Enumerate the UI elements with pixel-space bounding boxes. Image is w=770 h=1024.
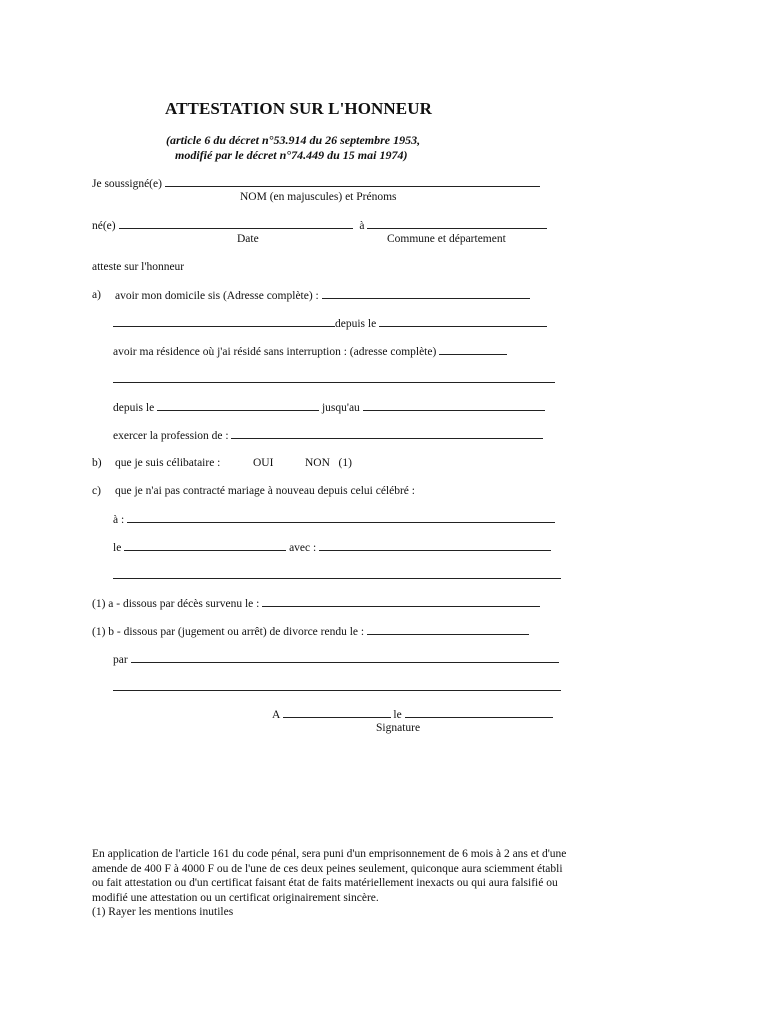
residence-field[interactable]: [439, 345, 507, 355]
domicile-row: [115, 289, 530, 303]
residence-period-row: [113, 401, 545, 415]
signature-place-row: [272, 708, 553, 722]
birth-date-field[interactable]: [119, 219, 353, 229]
section-b-marker: b): [92, 457, 102, 469]
domicile-field[interactable]: [322, 289, 530, 299]
par-field[interactable]: [131, 653, 559, 663]
signature-date-field[interactable]: [405, 708, 553, 718]
soussigne-row: [92, 177, 540, 191]
legal-notice: [92, 847, 652, 920]
residence-label: avoir ma résidence où j'ai résidé sans interruption : (adresse complète): [113, 346, 437, 358]
domicile-label: avoir mon domicile sis (Adresse complète) :: [115, 290, 319, 302]
profession-row: [113, 429, 543, 443]
dissous-deces-row: [92, 597, 540, 611]
dissous-deces-label: (1) a - dissous par décès survenu le :: [92, 598, 260, 610]
avec-label: avec :: [289, 542, 317, 554]
section-a-marker: a): [92, 289, 101, 301]
residence-since-field[interactable]: [157, 401, 319, 411]
legal-notice-line: En application de l'article 161 du code pénal, sera puni d'un emprisonnement de 6 mois à 2 ans et d'une: [92, 848, 567, 860]
commune-caption: Commune et département: [387, 233, 506, 245]
soussigne-label: Je soussigné(e): [92, 178, 162, 190]
oui-option[interactable]: OUI: [253, 457, 274, 469]
rayer-mentions-note: (1) Rayer les mentions inutiles: [92, 906, 234, 918]
document-title: ATTESTATION SUR L'HONNEUR: [165, 99, 432, 118]
par-continued-row: [113, 681, 561, 695]
conjoint-field-continued[interactable]: [113, 569, 561, 579]
birth-place-field[interactable]: [367, 219, 547, 229]
legal-notice-line: modifié une attestation ou un certificat originairement sincère.: [92, 891, 379, 904]
atteste-text: atteste sur l'honneur: [92, 261, 185, 273]
residence-field-continued[interactable]: [113, 373, 555, 383]
par-row: [113, 653, 559, 667]
residence-continued-row: [113, 373, 555, 387]
ne-label: né(e): [92, 220, 116, 232]
celibataire-label: que je suis célibataire :: [115, 457, 221, 469]
par-label: par: [113, 654, 128, 666]
depuis-label: depuis le: [335, 318, 377, 330]
residence-until-field[interactable]: [363, 401, 545, 411]
subtitle-line-1: (article 6 du décret n°53.914 du 26 septembre 1953,: [166, 133, 421, 147]
residence-row: [113, 345, 507, 359]
signature-caption: Signature: [376, 722, 421, 734]
mariage-lieu-label: à :: [113, 514, 125, 526]
conjoint-field[interactable]: [319, 541, 551, 551]
conjoint-continued-row: [113, 569, 561, 583]
mariage-le-label: le: [113, 542, 122, 554]
domicile-depuis-row: [113, 317, 547, 331]
date-caption: Date: [237, 233, 259, 245]
signature-place-field[interactable]: [283, 708, 391, 718]
soussigne-field[interactable]: [165, 177, 540, 187]
domicile-field-continued[interactable]: [113, 317, 335, 327]
mariage-lieu-row: [113, 513, 555, 527]
signature-a-label: A: [272, 709, 280, 721]
subtitle-line-2: modifié par le décret n°74.449 du 15 mai 1974): [175, 148, 408, 162]
section-c-marker: c): [92, 485, 101, 497]
legal-notice-line: ou fait attestation ou d'un certificat faisant état de faits matériellement inexacts ou qui aura falsifié ou: [92, 877, 558, 889]
par-field-continued[interactable]: [113, 681, 561, 691]
deces-date-field[interactable]: [262, 597, 540, 607]
naissance-row: [92, 219, 547, 233]
divorce-date-field[interactable]: [367, 625, 529, 635]
birth-place-a-label: à: [359, 220, 365, 232]
mariage-lieu-field[interactable]: [127, 513, 555, 523]
non-option[interactable]: NON (1): [305, 457, 352, 469]
mariage-date-row: [113, 541, 551, 555]
profession-field[interactable]: [231, 429, 543, 439]
mariage-date-field[interactable]: [124, 541, 286, 551]
profession-label: exercer la profession de :: [113, 430, 229, 442]
depuis-le-label: depuis le: [113, 402, 155, 414]
domicile-since-field[interactable]: [379, 317, 547, 327]
jusquau-label: jusqu'au: [321, 402, 360, 414]
dissous-divorce-row: [92, 625, 529, 639]
mariage-label: que je n'ai pas contracté mariage à nouveau depuis celui célébré :: [115, 485, 415, 497]
dissous-divorce-label: (1) b - dissous par (jugement ou arrêt) de divorce rendu le :: [92, 626, 365, 638]
legal-notice-line: amende de 400 F à 4000 F ou de l'une de ces deux peines seulement, quiconque aura sciemment établi: [92, 862, 563, 875]
signature-le-label: le: [393, 709, 402, 721]
soussigne-caption: NOM (en majuscules) et Prénoms: [240, 191, 397, 203]
